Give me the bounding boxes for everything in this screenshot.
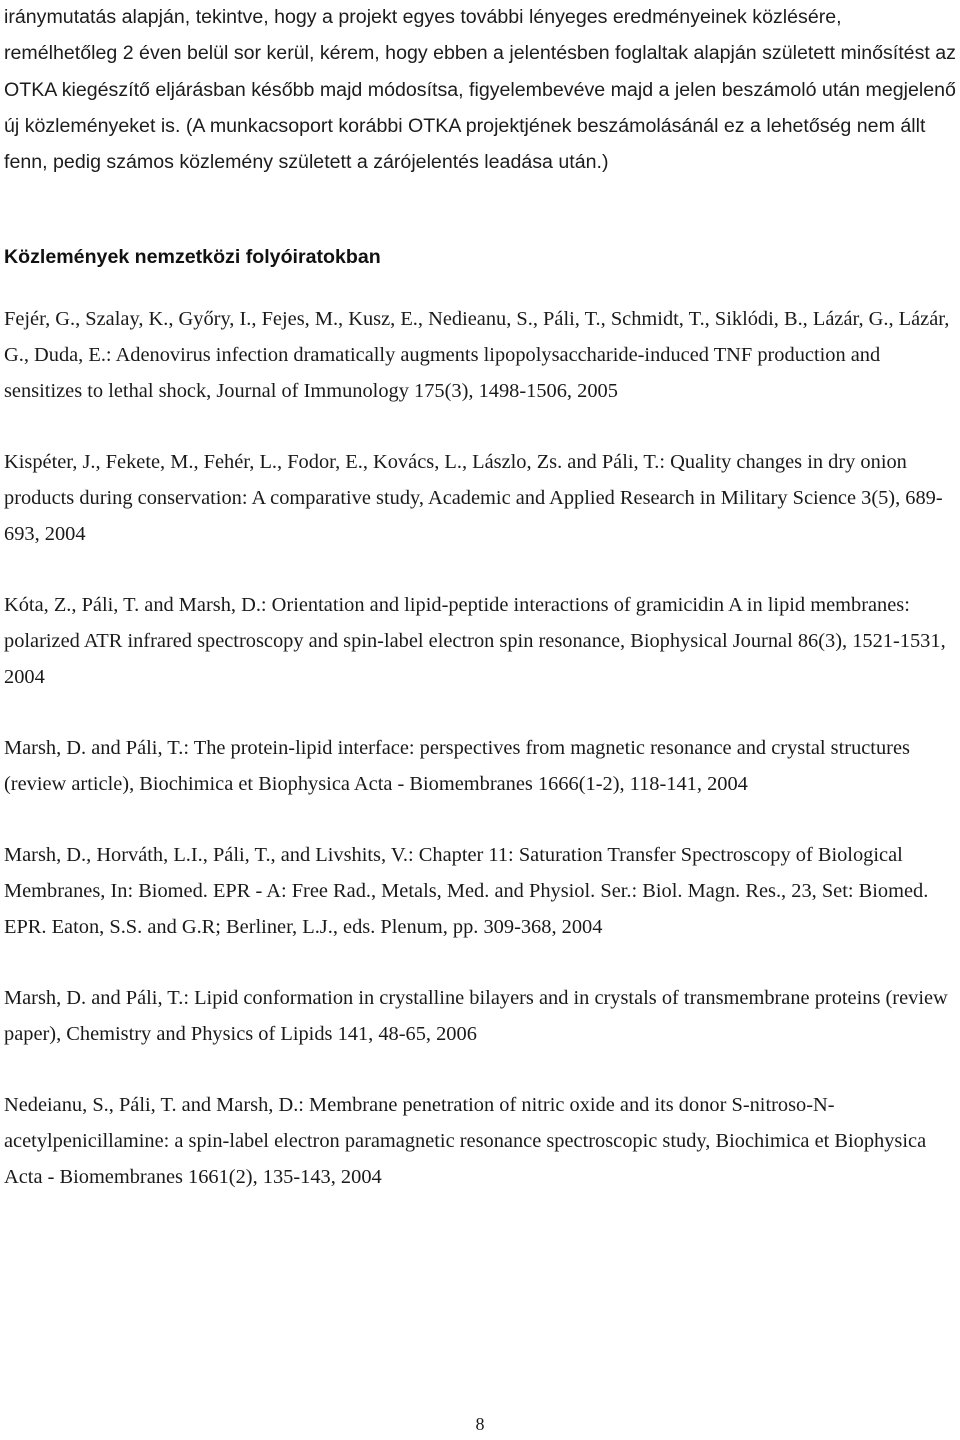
publication-entry: Kóta, Z., Páli, T. and Marsh, D.: Orientation and lipid-peptide interactions of gramicidin A in lipid membranes: polarized ATR infrared spectroscopy and spin-label electron spin resonance, Biophysical Journal 86(3), 1521-1531, 2004 [4, 594, 946, 688]
publication-entry: Marsh, D., Horváth, L.I., Páli, T., and Livshits, V.: Chapter 11: Saturation Transfer Spectroscopy of Biological Membranes, In: Biomed. EPR - A: Free Rad., Metals, Med. and Physiol. Ser.: Biol. Magn. Res., 23, Set: Biomed. EPR. Eaton, S.S. and G.R; Berliner, L.J., eds. Plenum, pp. 309-368, 2004 [4, 844, 929, 938]
publication-entry: Kispéter, J., Fekete, M., Fehér, L., Fodor, E., Kovács, L., Lászlo, Zs. and Páli, T.: Quality changes in dry onion products during conservation: A comparative study, Academic and Applied Research in Military Science 3(5), 689-693, 2004 [4, 451, 943, 545]
page-number: 8 [475, 1414, 485, 1434]
publication-list [4, 302, 956, 1195]
section-heading: Közlemények nemzetközi folyóiratokban [4, 246, 381, 269]
publication-entry: Marsh, D. and Páli, T.: Lipid conformation in crystalline bilayers and in crystals of transmembrane proteins (review paper), Chemistry and Physics of Lipids 141, 48-65, 2006 [4, 987, 948, 1045]
publication-entry: Fejér, G., Szalay, K., Győry, I., Fejes, M., Kusz, E., Nedieanu, S., Páli, T., Schmidt, T., Siklódi, B., Lázár, G., Lázár, G., Duda, E.: Adenovirus infection dramatically augments lipopolysaccharide-induced TNF production and sensitizes to lethal shock, Journal of Immunology 175(3), 1498-1506, 2005 [4, 308, 950, 403]
page-content [4, 0, 956, 1231]
publication-entry: Nedeianu, S., Páli, T. and Marsh, D.: Membrane penetration of nitric oxide and its donor S-nitroso-N-acetylpenicillamine: a spin-label electron paramagnetic resonance spectroscopic study, Biochimica et Biophysica Acta - Biomembranes 1661(2), 135-143, 2004 [4, 1094, 927, 1188]
publication-entry: Marsh, D. and Páli, T.: The protein-lipid interface: perspectives from magnetic resonance and crystal structures (review article), Biochimica et Biophysica Acta - Biomembranes 1666(1-2), 118-141, 2004 [4, 737, 910, 795]
intro-paragraph: iránymutatás alapján, tekintve, hogy a projekt egyes további lényeges eredményeinek közlésére, remélhetőleg 2 éven belül sor kerül, kérem, hogy ebben a jelentésben foglaltak alapján született minősítést az OTKA kiegészítő eljárásban később majd módosítsa, figyelembevéve majd a jelen beszámoló után megjelenő új közleményeket is. (A munkacsoport korábbi OTKA projektjének beszámolásánál ez a lehetőség nem állt fenn, pedig számos közlemény született a zárójelentés leadása után.) [4, 6, 956, 174]
